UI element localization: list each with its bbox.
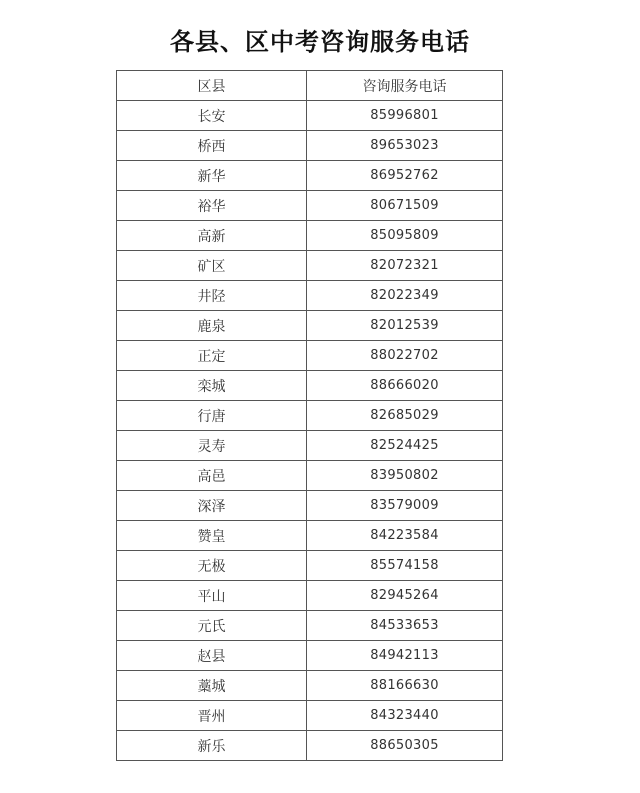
district-cell: 新华	[117, 161, 307, 191]
district-cell: 晋州	[117, 701, 307, 731]
phone-cell: 85574158	[307, 551, 503, 581]
phone-cell: 82022349	[307, 281, 503, 311]
district-cell: 正定	[117, 341, 307, 371]
district-cell: 裕华	[117, 191, 307, 221]
phone-cell: 85095809	[307, 221, 503, 251]
district-cell: 鹿泉	[117, 311, 307, 341]
district-cell: 藁城	[117, 671, 307, 701]
table-row	[117, 731, 503, 761]
phone-cell: 84942113	[307, 641, 503, 671]
district-cell: 新乐	[117, 731, 307, 761]
phone-cell: 82524425	[307, 431, 503, 461]
phone-cell: 89653023	[307, 131, 503, 161]
table-row	[117, 491, 503, 521]
district-cell: 赞皇	[117, 521, 307, 551]
district-cell: 赵县	[117, 641, 307, 671]
phone-cell: 88666020	[307, 371, 503, 401]
table-row	[117, 641, 503, 671]
phone-cell: 82012539	[307, 311, 503, 341]
table-row	[117, 341, 503, 371]
table-row	[117, 161, 503, 191]
table-row	[117, 311, 503, 341]
district-cell: 无极	[117, 551, 307, 581]
table-row	[117, 551, 503, 581]
header-district: 区县	[117, 71, 307, 101]
district-cell: 元氏	[117, 611, 307, 641]
district-cell: 桥西	[117, 131, 307, 161]
phone-cell: 82685029	[307, 401, 503, 431]
header-row	[117, 71, 503, 101]
phone-cell: 80671509	[307, 191, 503, 221]
table-row	[117, 431, 503, 461]
table-row	[117, 461, 503, 491]
district-cell: 深泽	[117, 491, 307, 521]
table-row	[117, 521, 503, 551]
table-row	[117, 401, 503, 431]
phone-cell: 88022702	[307, 341, 503, 371]
district-cell: 行唐	[117, 401, 307, 431]
district-cell: 长安	[117, 101, 307, 131]
phone-cell: 82072321	[307, 251, 503, 281]
table-body	[117, 101, 503, 761]
table-row	[117, 191, 503, 221]
phone-cell: 83950802	[307, 461, 503, 491]
phone-cell: 86952762	[307, 161, 503, 191]
table-row	[117, 701, 503, 731]
district-cell: 井陉	[117, 281, 307, 311]
district-cell: 栾城	[117, 371, 307, 401]
district-cell: 高新	[117, 221, 307, 251]
table-row	[117, 131, 503, 161]
page-title: 各县、区中考咨询服务电话	[170, 28, 470, 56]
phone-cell: 88166630	[307, 671, 503, 701]
table-row	[117, 611, 503, 641]
district-cell: 灵寿	[117, 431, 307, 461]
table-row	[117, 281, 503, 311]
district-cell: 矿区	[117, 251, 307, 281]
header-phone: 咨询服务电话	[307, 71, 503, 101]
district-cell: 平山	[117, 581, 307, 611]
phone-cell: 83579009	[307, 491, 503, 521]
phone-cell: 84533653	[307, 611, 503, 641]
phone-cell: 84323440	[307, 701, 503, 731]
phone-cell: 88650305	[307, 731, 503, 761]
table-row	[117, 671, 503, 701]
table-row	[117, 251, 503, 281]
phone-cell: 82945264	[307, 581, 503, 611]
table-row	[117, 101, 503, 131]
phone-cell: 85996801	[307, 101, 503, 131]
table-row	[117, 581, 503, 611]
district-cell: 高邑	[117, 461, 307, 491]
table-row	[117, 221, 503, 251]
phone-cell: 84223584	[307, 521, 503, 551]
table-header	[117, 71, 503, 101]
phone-table	[116, 70, 503, 761]
table-row	[117, 371, 503, 401]
